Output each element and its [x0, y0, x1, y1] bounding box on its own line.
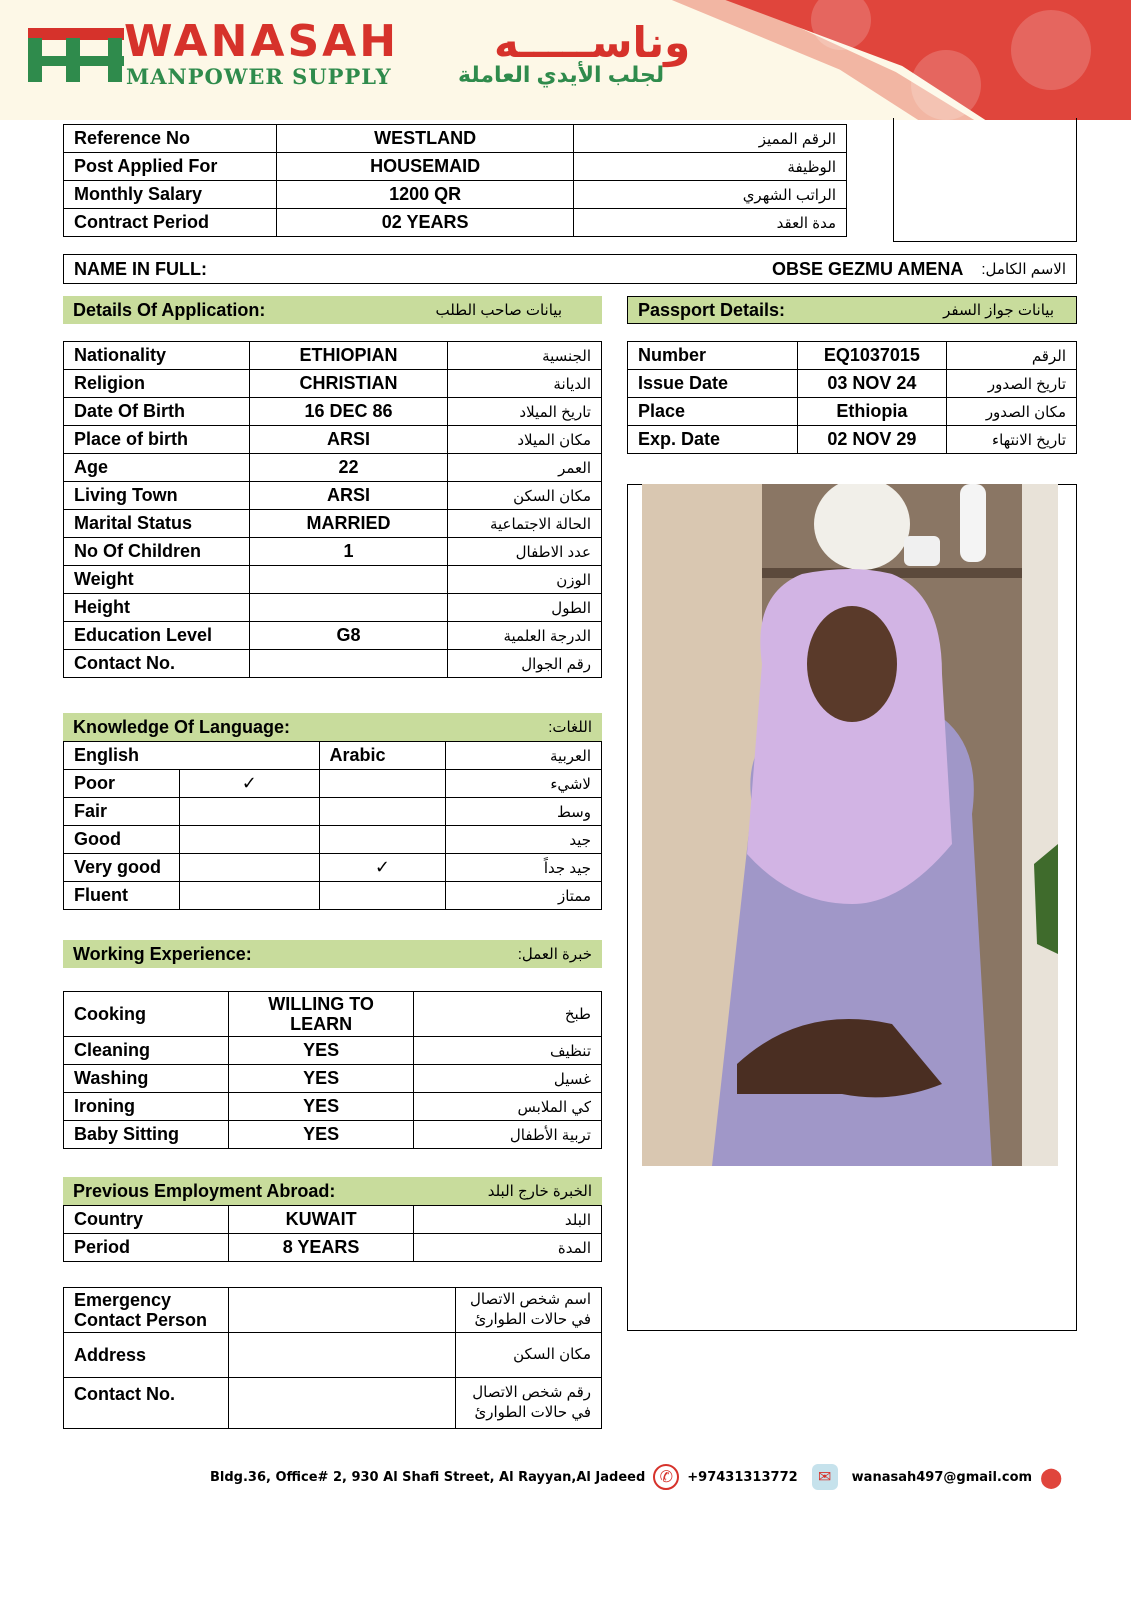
experience-row-label: Ironing — [64, 1093, 229, 1121]
emergency-row-label-arabic: مكان السكن — [456, 1333, 602, 1378]
application-row-value: 1 — [249, 538, 447, 566]
emergency-row — [64, 1378, 602, 1429]
previous-row-label-arabic: البلد — [414, 1206, 602, 1234]
emergency-row-label-arabic: اسم شخص الاتصال في حالات الطوارئ — [456, 1288, 602, 1333]
top-info-row-label-arabic: الراتب الشهري — [574, 181, 847, 209]
passport-row-label: Place — [628, 398, 798, 426]
mail-icon: ✉ — [812, 1464, 838, 1490]
brand-tagline: MANPOWER SUPPLY — [126, 64, 392, 89]
english-check — [179, 798, 319, 826]
previous-row-value: 8 YEARS — [228, 1234, 414, 1262]
application-row-label: Weight — [64, 566, 250, 594]
application-row — [64, 398, 602, 426]
language-level-label: Very good — [64, 854, 180, 882]
application-row-label: Age — [64, 454, 250, 482]
language-row — [64, 854, 602, 882]
english-check — [179, 854, 319, 882]
application-row — [64, 510, 602, 538]
top-info-row-value: 1200 QR — [276, 181, 574, 209]
language-section-header — [63, 713, 602, 741]
header-banner — [0, 0, 1131, 120]
arabic-check — [319, 770, 446, 798]
previous-row — [64, 1234, 602, 1262]
header-decor-circle — [911, 50, 981, 120]
experience-table — [63, 991, 602, 1149]
passport-row — [628, 370, 1077, 398]
passport-row — [628, 398, 1077, 426]
application-table — [63, 341, 602, 678]
application-row-label: Marital Status — [64, 510, 250, 538]
applicant-photo — [642, 484, 1058, 1166]
footer — [210, 1464, 1062, 1490]
emergency-table — [63, 1287, 602, 1429]
passport-title: Passport Details: — [638, 299, 786, 320]
application-row-label-arabic: العمر — [448, 454, 602, 482]
passport-row-label-arabic: تاريخ الصدور — [947, 370, 1077, 398]
emergency-row-label: Emergency Contact Person — [64, 1288, 229, 1333]
passport-row — [628, 342, 1077, 370]
passport-row-value: 03 NOV 24 — [797, 370, 947, 398]
previous-title: Previous Employment Abroad: — [73, 1180, 336, 1201]
language-col-arabic: Arabic — [319, 742, 446, 770]
language-row — [64, 798, 602, 826]
passport-section-header — [627, 296, 1077, 324]
application-title: Details Of Application: — [73, 299, 266, 320]
language-level-label-arabic: لاشيء — [446, 770, 602, 798]
previous-row-label: Country — [64, 1206, 229, 1234]
language-col-english: English — [64, 742, 320, 770]
top-info-row-value: 02 YEARS — [276, 209, 574, 237]
application-row-label: Living Town — [64, 482, 250, 510]
application-row-label-arabic: الديانة — [448, 370, 602, 398]
language-level-label-arabic: جيد جداً — [446, 854, 602, 882]
language-col-arabic-ar: العربية — [446, 742, 602, 770]
passport-title-arabic: بيانات جواز السفر — [943, 302, 1054, 319]
application-row-label: Contact No. — [64, 650, 250, 678]
emergency-row-value — [228, 1378, 455, 1429]
company-logo-icon — [28, 22, 124, 86]
previous-row-label-arabic: المدة — [414, 1234, 602, 1262]
experience-row-label-arabic: غسيل — [414, 1065, 602, 1093]
footer-email[interactable]: wanasah497@gmail.com — [851, 1469, 1033, 1485]
application-row-label: Date Of Birth — [64, 398, 250, 426]
language-title-arabic: اللغات: — [548, 719, 592, 736]
application-row-label-arabic: رقم الجوال — [448, 650, 602, 678]
language-level-label-arabic: ممتاز — [446, 882, 602, 910]
experience-title-arabic: خبرة العمل: — [517, 946, 592, 963]
application-row-value: MARRIED — [249, 510, 447, 538]
top-info-row-label-arabic: الوظيفة — [574, 153, 847, 181]
language-header-row — [64, 742, 602, 770]
experience-section-header — [63, 940, 602, 968]
application-row-label: Height — [64, 594, 250, 622]
arabic-check — [319, 882, 446, 910]
emergency-row-label-arabic: رقم شخص الاتصال في حالات الطوارئ — [456, 1378, 602, 1429]
application-row-label-arabic: الطول — [448, 594, 602, 622]
application-row-value: 22 — [249, 454, 447, 482]
application-row-label-arabic: الوزن — [448, 566, 602, 594]
arabic-check — [319, 826, 446, 854]
english-check — [179, 882, 319, 910]
application-row — [64, 482, 602, 510]
application-row-label-arabic: مكان السكن — [448, 482, 602, 510]
top-info-table — [63, 124, 847, 237]
experience-row-label: Cooking — [64, 992, 229, 1037]
previous-table — [63, 1205, 602, 1262]
application-row-value: ETHIOPIAN — [249, 342, 447, 370]
stamp-box — [893, 118, 1077, 242]
top-info-row-label: Contract Period — [64, 209, 277, 237]
application-title-arabic: بيانات صاحب الطلب — [435, 302, 562, 319]
language-level-label: Poor — [64, 770, 180, 798]
passport-row-value: 02 NOV 29 — [797, 426, 947, 454]
previous-title-arabic: الخبرة خارج البلد — [487, 1183, 592, 1200]
application-row — [64, 370, 602, 398]
application-row — [64, 454, 602, 482]
application-row-value: 16 DEC 86 — [249, 398, 447, 426]
emergency-row-label: Address — [64, 1333, 229, 1378]
brand-tagline-arabic: لجلب الأيدي العاملة — [458, 62, 665, 87]
name-label-arabic: الاسم الكامل: — [981, 261, 1066, 278]
application-row-label: Education Level — [64, 622, 250, 650]
application-row-value: CHRISTIAN — [249, 370, 447, 398]
application-row — [64, 622, 602, 650]
previous-row-label: Period — [64, 1234, 229, 1262]
experience-row-value: YES — [228, 1037, 414, 1065]
experience-row-label-arabic: كي الملابس — [414, 1093, 602, 1121]
experience-row-label-arabic: تنظيف — [414, 1037, 602, 1065]
application-row-label-arabic: الجنسية — [448, 342, 602, 370]
application-row-label-arabic: مكان الميلاد — [448, 426, 602, 454]
name-value: OBSE GEZMU AMENA — [772, 258, 964, 279]
name-row — [63, 254, 1077, 284]
brand-name-arabic: وناســـــه — [494, 19, 691, 66]
english-check: ✓ — [179, 770, 319, 798]
language-row — [64, 826, 602, 854]
experience-title: Working Experience: — [73, 943, 252, 964]
passport-row-label-arabic: مكان الصدور — [947, 398, 1077, 426]
passport-row-label: Number — [628, 342, 798, 370]
previous-section-header — [63, 1177, 602, 1205]
experience-row-label: Cleaning — [64, 1037, 229, 1065]
experience-row — [64, 1093, 602, 1121]
experience-row-value: YES — [228, 1065, 414, 1093]
emergency-row-value — [228, 1333, 455, 1378]
passport-row-label-arabic: الرقم — [947, 342, 1077, 370]
application-row — [64, 342, 602, 370]
language-level-label: Good — [64, 826, 180, 854]
application-section-header — [63, 296, 602, 324]
experience-row-label-arabic: تربية الأطفال — [414, 1121, 602, 1149]
passport-row-label-arabic: تاريخ الانتهاء — [947, 426, 1077, 454]
application-row-label: Nationality — [64, 342, 250, 370]
application-row-value: ARSI — [249, 426, 447, 454]
application-row — [64, 426, 602, 454]
emergency-row-value — [228, 1288, 455, 1333]
application-row-label-arabic: الحالة الاجتماعية — [448, 510, 602, 538]
passport-row — [628, 426, 1077, 454]
top-info-row — [64, 181, 847, 209]
english-check — [179, 826, 319, 854]
language-level-label: Fluent — [64, 882, 180, 910]
previous-row-value: KUWAIT — [228, 1206, 414, 1234]
top-info-row-label-arabic: مدة العقد — [574, 209, 847, 237]
emergency-row — [64, 1333, 602, 1378]
application-row-value — [249, 650, 447, 678]
experience-row-value: YES — [228, 1121, 414, 1149]
application-row-value — [249, 566, 447, 594]
brand-name: WANASAH — [124, 16, 400, 67]
emergency-row-label: Contact No. — [64, 1378, 229, 1429]
top-info-row-label: Monthly Salary — [64, 181, 277, 209]
passport-table — [627, 341, 1077, 454]
language-row — [64, 770, 602, 798]
application-row-label: Religion — [64, 370, 250, 398]
application-row — [64, 538, 602, 566]
application-row-label-arabic: تاريخ الميلاد — [448, 398, 602, 426]
top-info-row-label-arabic: الرقم المميز — [574, 125, 847, 153]
passport-row-label: Exp. Date — [628, 426, 798, 454]
location-pin-icon: ⬤ — [1040, 1465, 1063, 1489]
application-row-label: Place of birth — [64, 426, 250, 454]
language-level-label: Fair — [64, 798, 180, 826]
arabic-check: ✓ — [319, 854, 446, 882]
experience-row — [64, 1065, 602, 1093]
footer-address: Bldg.36, Office# 2, 930 Al Shafi Street, Al Rayyan,Al Jadeed — [210, 1469, 646, 1485]
experience-row — [64, 1121, 602, 1149]
top-info-row — [64, 153, 847, 181]
application-row-label-arabic: عدد الاطفال — [448, 538, 602, 566]
application-row-label-arabic: الدرجة العلمية — [448, 622, 602, 650]
top-info-row — [64, 209, 847, 237]
language-table — [63, 741, 602, 910]
experience-row-value: WILLING TO LEARN — [228, 992, 414, 1037]
arabic-check — [319, 798, 446, 826]
application-row — [64, 594, 602, 622]
emergency-row — [64, 1288, 602, 1333]
experience-row-label: Washing — [64, 1065, 229, 1093]
application-row — [64, 650, 602, 678]
top-info-row-label: Reference No — [64, 125, 277, 153]
application-row-value: ARSI — [249, 482, 447, 510]
footer-phone[interactable]: +97431313772 — [687, 1469, 798, 1485]
experience-row — [64, 1037, 602, 1065]
experience-row-value: YES — [228, 1093, 414, 1121]
passport-row-value: Ethiopia — [797, 398, 947, 426]
top-info-row-value: WESTLAND — [276, 125, 574, 153]
passport-row-label: Issue Date — [628, 370, 798, 398]
application-row-value — [249, 594, 447, 622]
language-row — [64, 882, 602, 910]
header-decor-circle — [1011, 10, 1091, 90]
experience-row — [64, 992, 602, 1037]
experience-row-label: Baby Sitting — [64, 1121, 229, 1149]
phone-icon: ✆ — [653, 1464, 679, 1490]
application-row — [64, 566, 602, 594]
passport-row-value: EQ1037015 — [797, 342, 947, 370]
language-title: Knowledge Of Language: — [73, 716, 291, 737]
experience-row-label-arabic: طبخ — [414, 992, 602, 1037]
previous-row — [64, 1206, 602, 1234]
language-level-label-arabic: وسط — [446, 798, 602, 826]
top-info-row-value: HOUSEMAID — [276, 153, 574, 181]
application-row-label: No Of Children — [64, 538, 250, 566]
name-label: NAME IN FULL: — [74, 258, 207, 279]
top-info-row — [64, 125, 847, 153]
top-info-row-label: Post Applied For — [64, 153, 277, 181]
language-level-label-arabic: جيد — [446, 826, 602, 854]
application-row-value: G8 — [249, 622, 447, 650]
